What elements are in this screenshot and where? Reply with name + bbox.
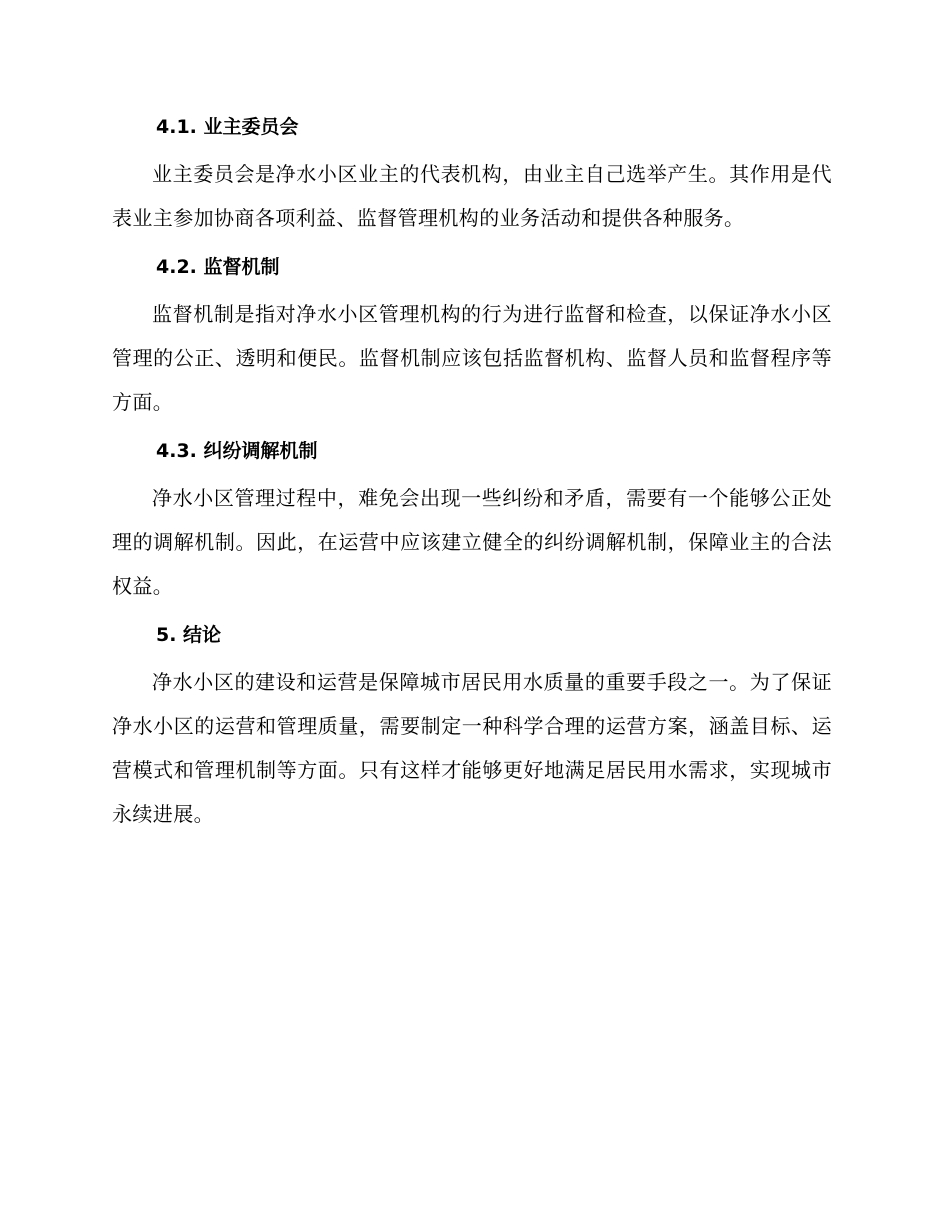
section-paragraph-4-1: 业主委员会是净水小区业主的代表机构，由业主自己选举产生。其作用是代表业主参加协商各项利益、监督管理机构的业务活动和提供各种服务。 — [112, 162, 832, 230]
section-heading-5: 5. 结论 — [156, 624, 222, 646]
document-body — [112, 108, 832, 836]
section-heading-4-1: 4.1. 业主委员会 — [156, 116, 299, 138]
section-heading-4-2: 4.2. 监督机制 — [156, 256, 280, 278]
section-paragraph-5: 净水小区的建设和运营是保障城市居民用水质量的重要手段之一。为了保证净水小区的运营和管理质量，需要制定一种科学合理的运营方案，涵盖目标、运营模式和管理机制等方面。只有这样才能够更好地满足居民用水需求，实现城市永续进展。 — [112, 670, 832, 826]
section-paragraph-4-3: 净水小区管理过程中，难免会出现一些纠纷和矛盾，需要有一个能够公正处理的调解机制。因此，在运营中应该建立健全的纠纷调解机制，保障业主的合法权益。 — [112, 486, 832, 598]
section-heading-4-3: 4.3. 纠纷调解机制 — [156, 440, 318, 462]
section-paragraph-4-2: 监督机制是指对净水小区管理机构的行为进行监督和检查，以保证净水小区管理的公正、透明和便民。监督机制应该包括监督机构、监督人员和监督程序等方面。 — [112, 302, 832, 414]
